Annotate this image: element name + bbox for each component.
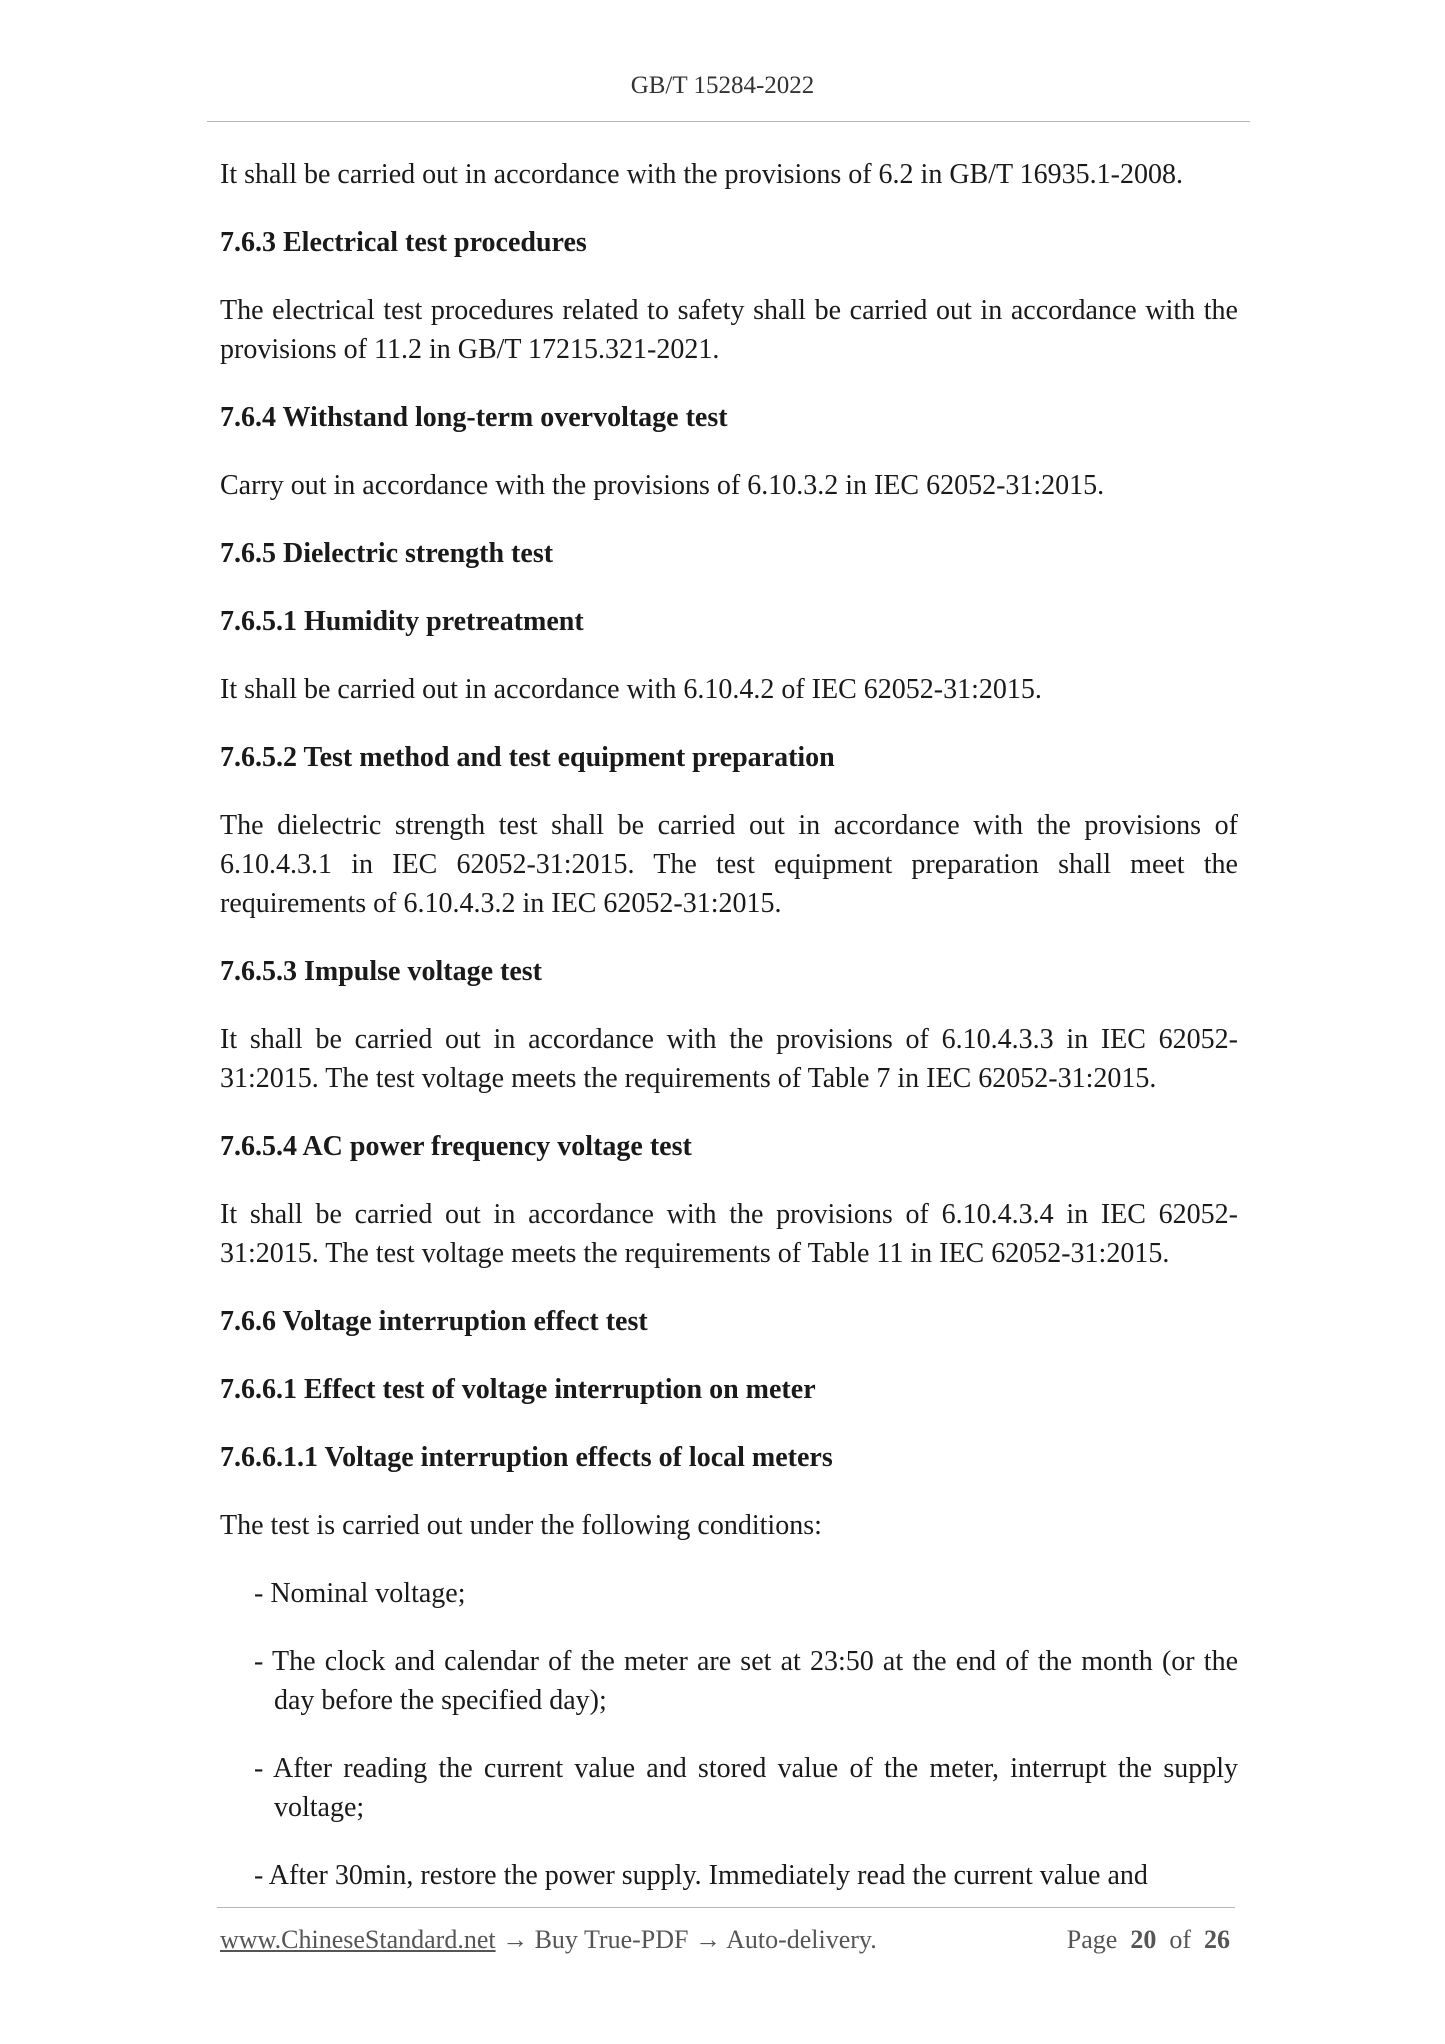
paragraph-7-6-5-1: It shall be carried out in accordance with 6.10.4.2 of IEC 62052-31:2015. — [220, 674, 1042, 705]
of-label: of — [1169, 1925, 1191, 1954]
arrow-right-icon: → — [502, 1925, 529, 1954]
paragraph-intro: It shall be carried out in accordance with the provisions of 6.2 in GB/T 16935.1-2008. — [220, 159, 1183, 190]
list-item: - The clock and calendar of the meter are set at 23:50 at the end of the month (or the day before the specified day); — [254, 1646, 1238, 1716]
heading-7-6-5-4: 7.6.5.4 AC power frequency voltage test — [220, 1131, 692, 1162]
heading-7-6-5-1: 7.6.5.1 Humidity pretreatment — [220, 606, 584, 637]
heading-7-6-5: 7.6.5 Dielectric strength test — [220, 538, 554, 569]
paragraph-7-6-6-1-1: The test is carried out under the following conditions: — [220, 1510, 822, 1541]
list-item: - After 30min, restore the power supply. Immediately read the current value and — [254, 1860, 1148, 1891]
page-number — [1067, 1925, 1230, 1955]
heading-7-6-5-2: 7.6.5.2 Test method and test equipment preparation — [220, 742, 835, 773]
total-pages: 26 — [1204, 1925, 1230, 1954]
page-footer — [220, 1925, 1230, 1955]
list-item: - Nominal voltage; — [254, 1578, 466, 1609]
footer-website-link[interactable]: www.ChineseStandard.net — [220, 1925, 496, 1954]
heading-7-6-6-1-1: 7.6.6.1.1 Voltage interruption effects of local meters — [220, 1442, 833, 1473]
footer-divider — [217, 1907, 1235, 1908]
footer-delivery-text: Auto-delivery. — [726, 1925, 877, 1954]
current-page: 20 — [1130, 1925, 1157, 1954]
heading-7-6-6-1: 7.6.6.1 Effect test of voltage interruption on meter — [220, 1374, 816, 1405]
list-item: - After reading the current value and stored value of the meter, interrupt the supply voltage; — [254, 1753, 1238, 1823]
paragraph-7-6-5-4: It shall be carried out in accordance with the provisions of 6.10.4.3.4 in IEC 62052-31:2015. The test voltage meets the requirements of Table 11 in IEC 62052-31:2015. — [220, 1199, 1238, 1269]
header-divider — [207, 121, 1250, 122]
heading-7-6-6: 7.6.6 Voltage interruption effect test — [220, 1306, 648, 1337]
page-header-title: GB/T 15284-2022 — [630, 72, 815, 99]
footer-promo — [220, 1925, 877, 1955]
document-body — [220, 155, 1238, 1924]
paragraph-7-6-3: The electrical test procedures related to safety shall be carried out in accordance with the provisions of 11.2 in GB/T 17215.321-2021. — [220, 295, 1238, 365]
arrow-right-icon: → — [695, 1925, 721, 1954]
heading-7-6-5-3: 7.6.5.3 Impulse voltage test — [220, 956, 542, 987]
page-label: Page — [1066, 1925, 1118, 1954]
paragraph-7-6-5-2: The dielectric strength test shall be carried out in accordance with the provisions of 6.10.4.3.1 in IEC 62052-31:2015. The test equipment preparation shall meet the requirements of 6.10.4.3.2 in IEC 62052-31:2015. — [220, 810, 1238, 919]
paragraph-7-6-4: Carry out in accordance with the provisions of 6.10.3.2 in IEC 62052-31:2015. — [220, 470, 1105, 501]
heading-7-6-3: 7.6.3 Electrical test procedures — [220, 227, 587, 258]
heading-7-6-4: 7.6.4 Withstand long-term overvoltage test — [220, 402, 728, 433]
paragraph-7-6-5-3: It shall be carried out in accordance with the provisions of 6.10.4.3.3 in IEC 62052-31:2015. The test voltage meets the requirements of Table 7 in IEC 62052-31:2015. — [220, 1024, 1238, 1094]
footer-buy-text: Buy True-PDF — [534, 1925, 689, 1954]
